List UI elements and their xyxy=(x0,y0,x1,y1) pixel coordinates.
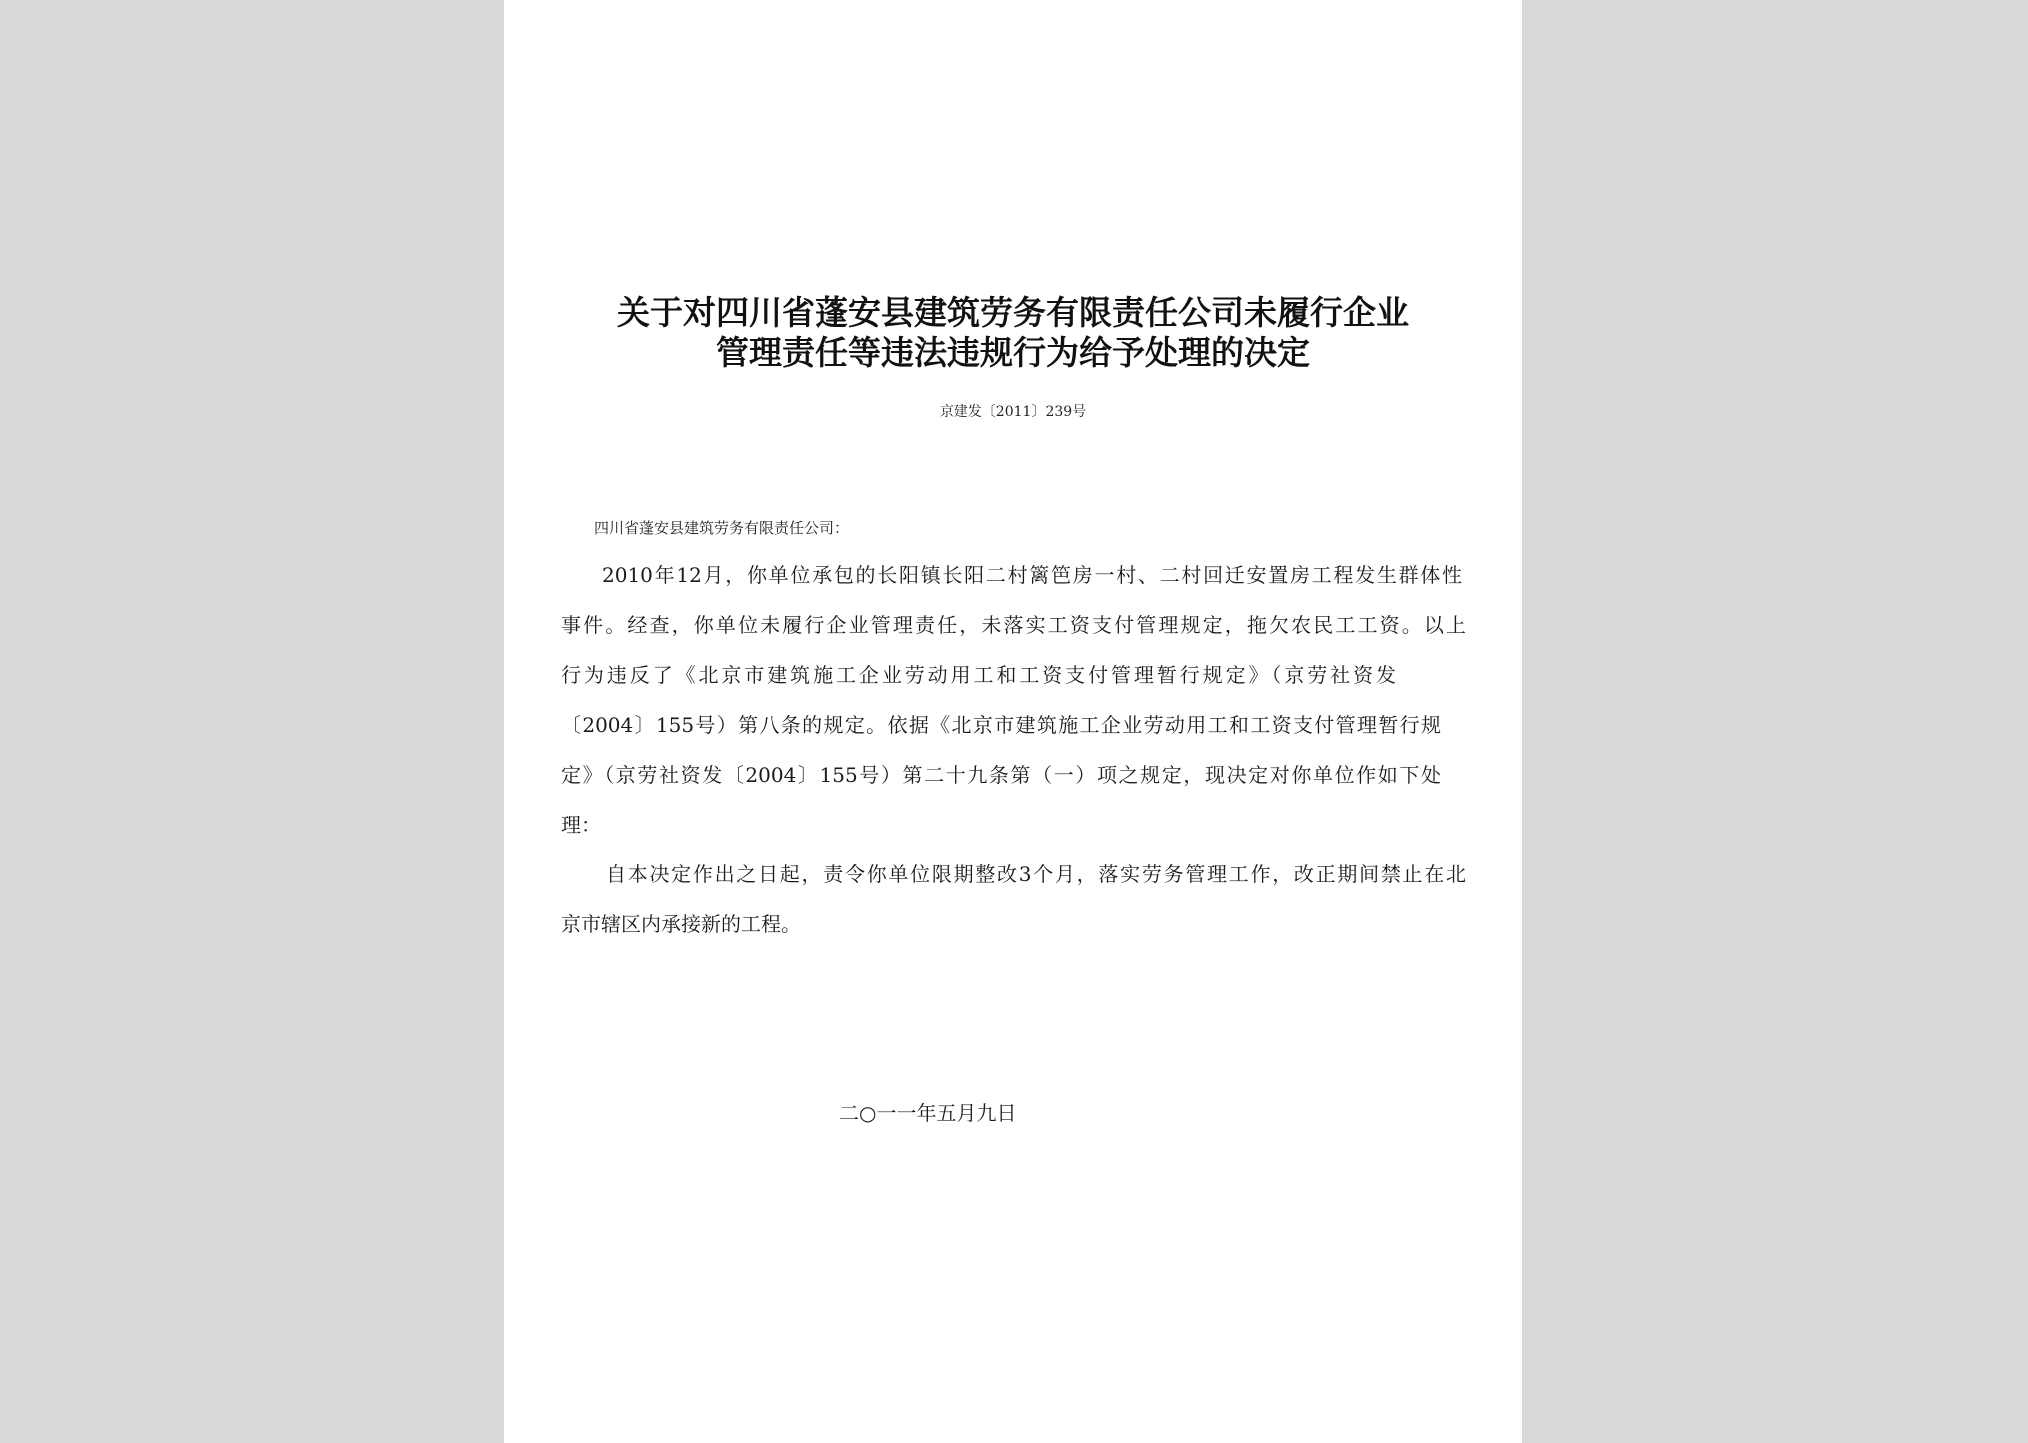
paragraph-1-line-1: 2010年12月，你单位承包的长阳镇长阳二村篱笆房一村、二村回迁安置房工程发生群体性 xyxy=(602,563,1462,587)
paragraph-1-line-6: 理： xyxy=(561,813,601,837)
document-title-line-2: 管理责任等违法违规行为给予处理的决定 xyxy=(716,333,1310,372)
document-page xyxy=(504,0,1522,1443)
paragraph-1-line-4: 〔2004〕155号）第八条的规定。依据《北京市建筑施工企业劳动用工和工资支付管理暂行规 xyxy=(561,713,1441,737)
document-date: 二○一一年五月九日 xyxy=(839,1101,1017,1125)
paragraph-1-line-2: 事件。经查，你单位未履行企业管理责任，未落实工资支付管理规定，拖欠农民工工资。以上 xyxy=(561,613,1466,637)
document-number: 京建发〔2011〕239号 xyxy=(939,404,1087,420)
paragraph-2-line-1: 自本决定作出之日起，责令你单位限期整改3个月，落实劳务管理工作，改正期间禁止在北 xyxy=(606,862,1466,886)
addressee: 四川省蓬安县建筑劳务有限责任公司： xyxy=(594,519,850,537)
paragraph-1-line-3: 行为违反了《北京市建筑施工企业劳动用工和工资支付管理暂行规定》（京劳社资发 xyxy=(561,663,1396,687)
paragraph-2-line-2: 京市辖区内承接新的工程。 xyxy=(561,912,801,936)
document-title-line-1: 关于对四川省蓬安县建筑劳务有限责任公司未履行企业 xyxy=(617,293,1409,332)
paragraph-1-line-5: 定》（京劳社资发〔2004〕155号）第二十九条第（一）项之规定，现决定对你单位作如下处 xyxy=(561,763,1441,787)
